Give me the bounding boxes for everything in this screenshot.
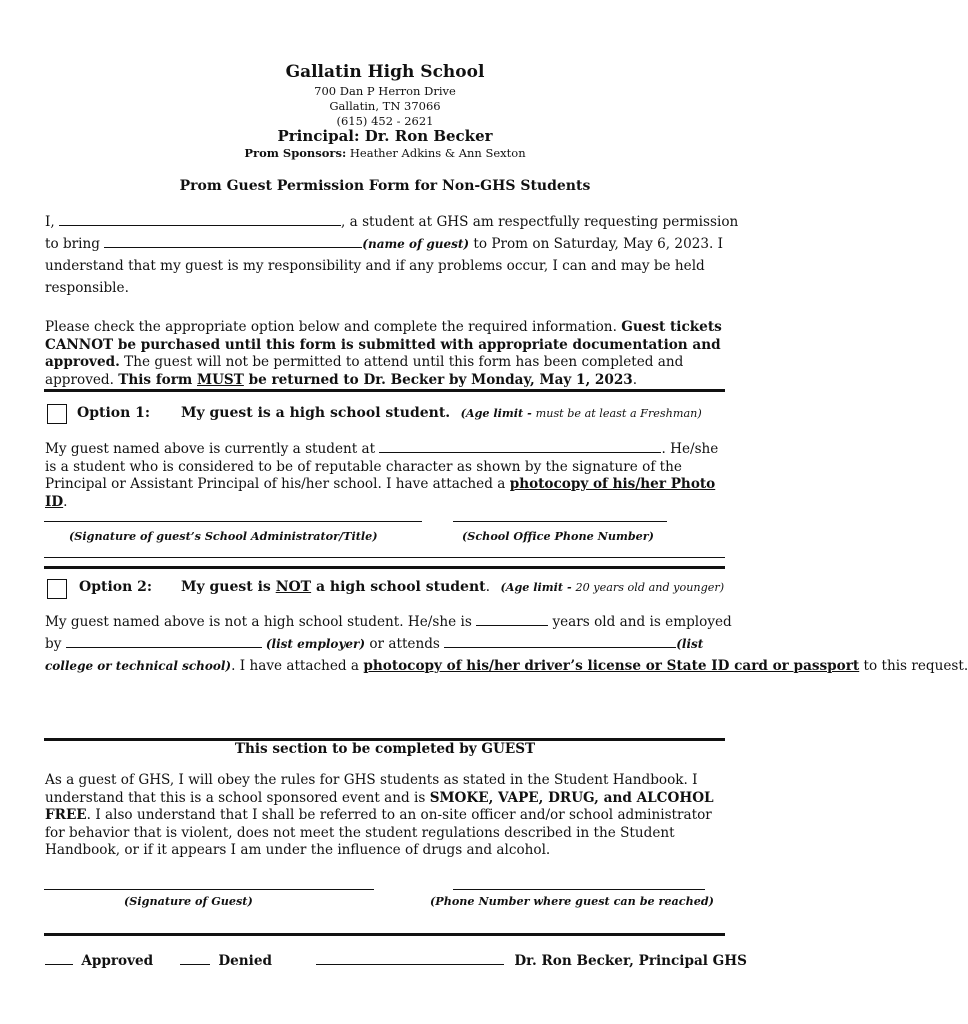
name-of-guest-label: (name of guest) bbox=[362, 237, 470, 251]
divider-1 bbox=[44, 389, 725, 392]
option2-attached: . I have attached a bbox=[231, 658, 364, 674]
deadline-text-b: be returned to Dr. Becker by Monday, May 1, 2023 bbox=[243, 371, 633, 388]
instructions-paragraph bbox=[45, 319, 725, 389]
substance-free-text: SMOKE, VAPE, DRUG, and ALCOHOL FREE bbox=[45, 789, 714, 823]
option1-body-text-2: . He/she is a student who is considered to be of reputable character as shown by the signature of the Principal or Assistant Principal of his/her school. I have attached a bbox=[45, 441, 719, 492]
option1-age-limit bbox=[461, 407, 702, 420]
guest-signature-line[interactable] bbox=[44, 889, 374, 890]
guest-phone-label: (Phone Number where guest can be reached) bbox=[430, 894, 714, 908]
guest-signature-label: (Signature of Guest) bbox=[124, 894, 253, 908]
school-phone-label: (School Office Phone Number) bbox=[462, 529, 654, 543]
student-name-field[interactable] bbox=[59, 213, 341, 226]
option1-body bbox=[45, 440, 725, 511]
guest-section-title: This section to be completed by GUEST bbox=[234, 741, 536, 757]
tickets-warning: Guest tickets CANNOT be purchased until this form is submitted with appropriate documentation and approved. bbox=[45, 319, 722, 370]
guest-phone-line[interactable] bbox=[453, 889, 705, 890]
principal-signature-field[interactable] bbox=[316, 952, 504, 965]
school-phone: (615) 452 - 2621 bbox=[336, 114, 434, 128]
admin-signature-label: (Signature of guest’s School Administrator/Title) bbox=[69, 529, 378, 543]
option2-line1b: years old and is employed bbox=[548, 614, 732, 630]
denied-label: Denied bbox=[218, 953, 272, 969]
must-text: MUST bbox=[197, 371, 244, 388]
option2-heading-row bbox=[181, 579, 724, 595]
option1-heading: My guest is a high school student. bbox=[181, 405, 451, 421]
option2-age-italic: 20 years old and younger) bbox=[575, 581, 725, 594]
option2-heading-period: . bbox=[485, 579, 491, 595]
option2-heading-not: NOT bbox=[275, 579, 312, 595]
option2-heading-b: a high school student bbox=[311, 579, 486, 595]
option1-checkbox[interactable] bbox=[47, 404, 67, 424]
admin-signature-line[interactable] bbox=[44, 521, 422, 522]
option2-to-request: to this request. bbox=[859, 658, 968, 674]
photo-id-text: photocopy of his/her Photo ID bbox=[45, 476, 716, 510]
option2-heading-a: My guest is bbox=[181, 579, 276, 595]
approved-field[interactable] bbox=[45, 952, 73, 965]
guest-school-field[interactable] bbox=[379, 440, 661, 453]
divider-2b bbox=[44, 566, 725, 569]
address-line-2: Gallatin, TN 37066 bbox=[329, 99, 441, 113]
intro-to-bring: to bring bbox=[45, 236, 105, 252]
option1-heading-row bbox=[181, 405, 702, 421]
college-field[interactable] bbox=[444, 635, 676, 648]
prom-sponsors bbox=[0, 146, 770, 160]
approved-label: Approved bbox=[81, 953, 154, 969]
denied-field[interactable] bbox=[180, 952, 210, 965]
principal-signature-row bbox=[316, 952, 747, 969]
list-label: (list bbox=[676, 637, 704, 651]
divider-4 bbox=[44, 933, 725, 936]
employer-field[interactable] bbox=[66, 635, 262, 648]
option1-body-end: . bbox=[63, 493, 68, 510]
intro-after-guest: to Prom on Saturday, May 6, 2023. I bbox=[469, 236, 724, 252]
school-name: Gallatin High School bbox=[285, 62, 485, 82]
college-label: college or technical school) bbox=[45, 659, 232, 673]
intro-i: I, bbox=[45, 214, 60, 230]
instructions-text-2: The guest will not be permitted to attend until this form has been completed and approved. bbox=[45, 354, 684, 388]
address-line-1: 700 Dan P Herron Drive bbox=[314, 84, 456, 98]
guest-age-field[interactable] bbox=[476, 613, 548, 626]
school-phone-line[interactable] bbox=[453, 521, 667, 522]
sponsors-label: Prom Sponsors: bbox=[244, 146, 347, 160]
license-copy-text: photocopy of his/her driver’s license or State ID card or passport bbox=[363, 658, 860, 674]
principal-name: Principal: Dr. Ron Becker bbox=[277, 127, 493, 145]
guest-rules-text-1: As a guest of GHS, I will obey the rules for GHS students as stated in the Student Handbook. I understand that this is a school sponsored event and is bbox=[45, 772, 698, 806]
intro-after-name: , a student at GHS am respectfully requesting permission bbox=[341, 214, 739, 230]
option1-body-text-1: My guest named above is currently a student at bbox=[45, 441, 380, 457]
intro-paragraph bbox=[45, 211, 739, 299]
guest-name-field[interactable] bbox=[104, 235, 362, 248]
divider-2a bbox=[44, 557, 725, 558]
option2-or-attends: or attends bbox=[365, 636, 445, 652]
option1-age-bold: (Age limit - bbox=[460, 406, 536, 420]
guest-section-body bbox=[45, 772, 725, 860]
denied-row bbox=[180, 952, 272, 969]
option2-label: Option 2: bbox=[79, 579, 153, 595]
option2-age-limit bbox=[501, 581, 725, 594]
instructions-text-1: Please check the appropriate option below and complete the required information. bbox=[45, 319, 622, 335]
option2-by: by bbox=[45, 636, 66, 652]
form-title: Prom Guest Permission Form for Non-GHS Students bbox=[179, 178, 591, 194]
option2-line1a: My guest named above is not a high school student. He/she is bbox=[45, 614, 477, 630]
deadline-period: . bbox=[632, 371, 638, 388]
option2-age-bold: (Age limit - bbox=[500, 580, 576, 594]
option1-age-italic: must be at least a Freshman) bbox=[535, 407, 702, 420]
option1-label: Option 1: bbox=[77, 405, 151, 421]
guest-rules-text-2: . I also understand that I shall be referred to an on-site officer and/or school administrator for behavior that is violent, does not meet the student regulations described in the Student Handbook, or if it appears I am under the influence of drugs and alcohol. bbox=[45, 807, 712, 858]
intro-line-4: responsible. bbox=[45, 280, 129, 296]
intro-line-3: understand that my guest is my responsibility and if any problems occur, I can and may be held bbox=[45, 258, 705, 274]
option2-body bbox=[45, 611, 968, 677]
deadline-text-a: This form bbox=[118, 371, 198, 388]
list-employer-label: (list employer) bbox=[261, 637, 366, 651]
approved-row bbox=[45, 952, 153, 969]
principal-signer-label: Dr. Ron Becker, Principal GHS bbox=[514, 953, 747, 969]
sponsors-names: Heather Adkins & Ann Sexton bbox=[349, 146, 526, 160]
option2-checkbox[interactable] bbox=[47, 579, 67, 599]
